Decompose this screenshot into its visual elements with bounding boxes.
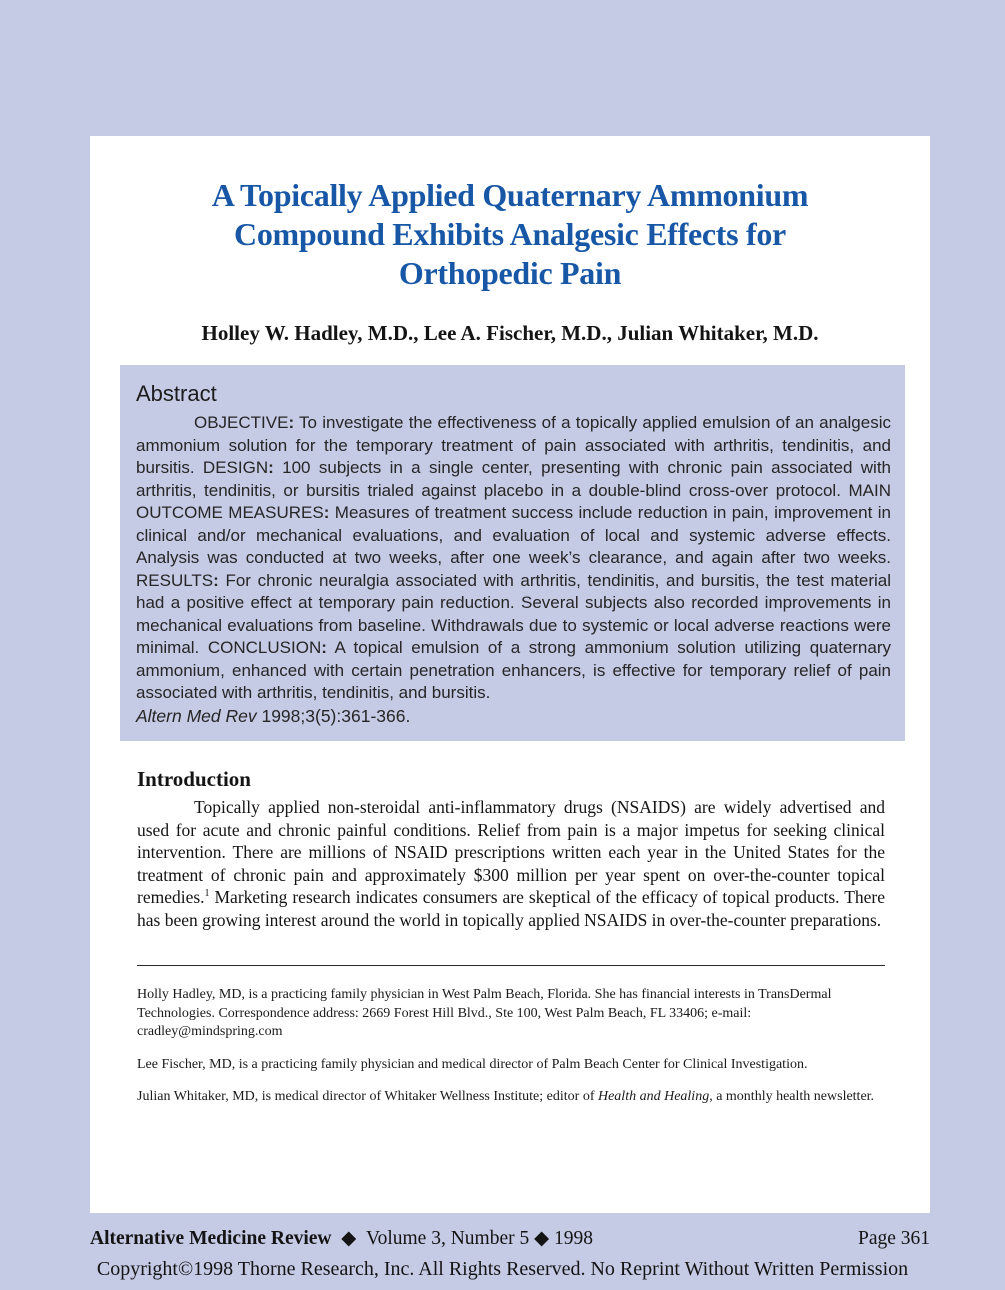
abstract-heading: Abstract — [136, 381, 217, 406]
page-number: Page 361 — [857, 1228, 930, 1249]
abstract-citation: Altern Med Rev 1998;3(5):361-366. — [136, 705, 411, 726]
footnote-hadley: Holly Hadley, MD, is a practicing family physician in West Palm Beach, Florida. She has financial interests in TransDermal Technologies. Correspondence address: 2669 Forest Hill Blvd., Ste 100, West Palm Beach, FL 33406; e-mail: cradley@mindspring.com — [137, 987, 832, 1039]
title-line-2: Compound Exhibits Analgesic Effects for — [234, 216, 786, 252]
article-page — [90, 136, 930, 1213]
abstract-body: OBJECTIVE: To investigate the effectiveness of a topically applied emulsion of an analgesic ammonium solution for the temporary treatment of pain associated with arthritis, tendinitis, and bursitis. DESIGN: 100 subjects in a single center, presenting with chronic pain associated with arthritis, tendinitis, or bursitis trialed against placebo in a double-blind cross-over protocol. MAIN OUTCOME MEASURES: Measures of treatment success include reduction in pain, improvement in clinical and/or mechanical evaluations, and evaluation of local and systemic adverse effects. Analysis was conducted at two weeks, after one week’s clearance, and again after two weeks. RESULTS: For chronic neuralgia associated with arthritis, tendinitis, and bursitis, the test material had a positive effect at temporary pain reduction. Several subjects also recorded improvements in mechanical evaluations from baseline. Withdrawals due to systemic or local adverse reactions were minimal. CONCLUSION: A topical emulsion of a strong ammonium solution utilizing quaternary ammonium, enhanced with certain penetration enhancers, is effective for temporary relief of pain associated with arthritis, tendinitis, and bursitis. — [136, 413, 892, 702]
introduction-heading: Introduction — [137, 767, 251, 791]
authors-line: Holley W. Hadley, M.D., Lee A. Fischer, M.D., Julian Whitaker, M.D. — [201, 321, 819, 345]
copyright-line: Copyright©1998 Thorne Research, Inc. All Rights Reserved. No Reprint Without Written Permission — [96, 1258, 909, 1280]
title-line-3: Orthopedic Pain — [398, 255, 622, 291]
title-line-1: A Topically Applied Quaternary Ammonium — [211, 177, 809, 213]
author-footnotes — [137, 986, 885, 1107]
abstract-box — [120, 365, 905, 741]
journal-footer — [90, 1227, 930, 1250]
footnote-whitaker: Julian Whitaker, MD, is medical director of Whitaker Wellness Institute; editor of Health and Healing, a monthly health newsletter. — [137, 1089, 875, 1104]
journal-volume-line: Alternative Medicine Review ◆ Volume 3, Number 5 ◆ 1998 — [90, 1228, 593, 1249]
article-title — [138, 176, 882, 293]
footnote-fischer: Lee Fischer, MD, is a practicing family physician and medical director of Palm Beach Center for Clinical Investigation. — [137, 1056, 808, 1072]
footnote-divider — [137, 965, 885, 966]
introduction-paragraph: Topically applied non-steroidal anti-inflammatory drugs (NSAIDS) are widely advertised and used for acute and chronic painful conditions. Relief from pain is a major impetus for seeking clinical intervention. There are millions of NSAID prescriptions written each year in the United States for the treatment of chronic pain and approximately $300 million per year spent on over-the-counter topical remedies.$^1$ Marketing research indicates consumers are skeptical of the efficacy of topical products. There has been growing interest around the world in topically applied NSAIDS in over-the-counter preparations. — [137, 797, 885, 930]
